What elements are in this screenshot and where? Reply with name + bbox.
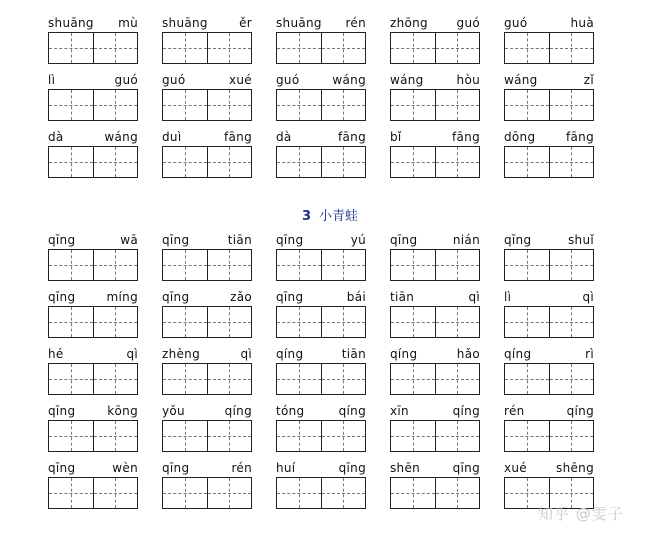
pinyin-syllable: qīng — [48, 290, 76, 304]
word-item — [276, 460, 366, 510]
writing-box[interactable] — [49, 90, 93, 120]
writing-box[interactable] — [277, 307, 321, 337]
writing-box[interactable] — [207, 364, 252, 394]
writing-box[interactable] — [435, 250, 480, 280]
word-item — [162, 232, 252, 282]
writing-box[interactable] — [549, 90, 594, 120]
pinyin-syllable: qīng — [338, 461, 366, 475]
writing-box[interactable] — [505, 421, 549, 451]
pinyin-label — [48, 72, 138, 88]
tianzige-boxes — [48, 477, 138, 509]
tianzige-boxes — [390, 420, 480, 452]
pinyin-syllable: guó — [504, 16, 528, 30]
pinyin-syllable: mù — [118, 16, 138, 30]
pinyin-label — [276, 346, 366, 362]
writing-box[interactable] — [549, 364, 594, 394]
writing-box[interactable] — [505, 307, 549, 337]
writing-box[interactable] — [277, 33, 321, 63]
pinyin-syllable: qíng — [452, 404, 480, 418]
pinyin-syllable: guó — [456, 16, 480, 30]
pinyin-syllable: tiān — [341, 347, 366, 361]
pinyin-syllable: huí — [276, 461, 296, 475]
writing-box[interactable] — [49, 250, 93, 280]
pinyin-syllable: qīng — [452, 461, 480, 475]
tianzige-boxes — [48, 306, 138, 338]
pinyin-syllable: qíng — [504, 347, 532, 361]
pinyin-syllable: qīng — [276, 290, 304, 304]
tianzige-boxes — [276, 477, 366, 509]
writing-box[interactable] — [435, 478, 480, 508]
pinyin-syllable: guó — [162, 73, 186, 87]
word-item — [162, 15, 252, 65]
tianzige-boxes — [504, 249, 594, 281]
tianzige-boxes — [504, 363, 594, 395]
tianzige-boxes — [48, 249, 138, 281]
pinyin-syllable: zhèng — [162, 347, 201, 361]
writing-box[interactable] — [207, 33, 252, 63]
pinyin-syllable: shuāng — [48, 16, 94, 30]
writing-box[interactable] — [435, 307, 480, 337]
pinyin-label — [390, 403, 480, 419]
tianzige-boxes — [162, 32, 252, 64]
pinyin-label — [162, 403, 252, 419]
pinyin-syllable: fāng — [337, 130, 366, 144]
pinyin-syllable: wā — [120, 233, 138, 247]
pinyin-syllable: kōng — [107, 404, 138, 418]
writing-box[interactable] — [549, 147, 594, 177]
exercise-row — [0, 72, 660, 122]
tianzige-boxes — [504, 146, 594, 178]
tianzige-boxes — [504, 306, 594, 338]
word-item — [48, 403, 138, 453]
writing-box[interactable] — [321, 90, 366, 120]
writing-box[interactable] — [321, 364, 366, 394]
writing-box[interactable] — [321, 147, 366, 177]
writing-box[interactable] — [277, 364, 321, 394]
pinyin-syllable: xīn — [390, 404, 409, 418]
writing-box[interactable] — [93, 90, 138, 120]
word-item — [162, 129, 252, 179]
tianzige-boxes — [390, 249, 480, 281]
word-item — [504, 232, 594, 282]
writing-box[interactable] — [277, 250, 321, 280]
pinyin-syllable: bái — [346, 290, 366, 304]
writing-box[interactable] — [163, 364, 207, 394]
pinyin-label — [504, 72, 594, 88]
word-item — [504, 403, 594, 453]
pinyin-label — [276, 289, 366, 305]
pinyin-syllable: qì — [582, 290, 594, 304]
pinyin-syllable: qīng — [390, 233, 418, 247]
lesson-title: 小青蛙 — [319, 209, 359, 224]
pinyin-syllable: qīng — [48, 461, 76, 475]
pinyin-syllable: tiān — [227, 233, 252, 247]
pinyin-syllable: wáng — [332, 73, 366, 87]
pinyin-label — [276, 460, 366, 476]
writing-box[interactable] — [93, 250, 138, 280]
writing-box[interactable] — [321, 250, 366, 280]
exercise-row — [0, 15, 660, 65]
word-item — [162, 460, 252, 510]
pinyin-syllable: fāng — [451, 130, 480, 144]
writing-box[interactable] — [93, 307, 138, 337]
pinyin-syllable: dōng — [504, 130, 536, 144]
pinyin-label — [48, 15, 138, 31]
pinyin-label — [48, 403, 138, 419]
pinyin-syllable: guó — [276, 73, 300, 87]
writing-box[interactable] — [277, 147, 321, 177]
word-item — [276, 129, 366, 179]
pinyin-label — [390, 72, 480, 88]
tianzige-boxes — [504, 32, 594, 64]
word-item — [48, 346, 138, 396]
tianzige-boxes — [390, 146, 480, 178]
word-item — [48, 129, 138, 179]
tianzige-boxes — [162, 420, 252, 452]
writing-box[interactable] — [277, 478, 321, 508]
word-item — [390, 289, 480, 339]
pinyin-syllable: yú — [350, 233, 366, 247]
word-item — [48, 289, 138, 339]
pinyin-syllable: dà — [276, 130, 292, 144]
word-item — [48, 232, 138, 282]
pinyin-syllable: qì — [126, 347, 138, 361]
writing-box[interactable] — [49, 307, 93, 337]
pinyin-label — [162, 232, 252, 248]
writing-box[interactable] — [207, 478, 252, 508]
pinyin-syllable: shuāng — [276, 16, 322, 30]
pinyin-syllable: qīng — [162, 290, 190, 304]
word-item — [504, 72, 594, 122]
word-item — [276, 289, 366, 339]
pinyin-label — [48, 346, 138, 362]
tianzige-boxes — [390, 477, 480, 509]
word-item — [162, 346, 252, 396]
pinyin-label — [48, 460, 138, 476]
pinyin-syllable: huà — [570, 16, 594, 30]
tianzige-boxes — [162, 363, 252, 395]
tianzige-boxes — [162, 306, 252, 338]
pinyin-syllable: tóng — [276, 404, 305, 418]
pinyin-syllable: shēng — [556, 461, 594, 475]
watermark: 知乎 @雯子 — [538, 505, 624, 523]
pinyin-syllable: qíng — [276, 347, 304, 361]
pinyin-syllable: qíng — [566, 404, 594, 418]
writing-box[interactable] — [505, 147, 549, 177]
writing-box[interactable] — [49, 478, 93, 508]
pinyin-syllable: bǐ — [390, 130, 402, 144]
word-item — [390, 15, 480, 65]
pinyin-syllable: qīng — [48, 233, 76, 247]
pinyin-syllable: qīng — [276, 233, 304, 247]
pinyin-syllable: fāng — [223, 130, 252, 144]
writing-box[interactable] — [93, 33, 138, 63]
writing-box[interactable] — [505, 90, 549, 120]
pinyin-syllable: lì — [48, 73, 56, 87]
pinyin-label — [276, 232, 366, 248]
writing-box[interactable] — [163, 307, 207, 337]
pinyin-syllable: tiān — [390, 290, 415, 304]
writing-box[interactable] — [549, 33, 594, 63]
exercise-row — [0, 289, 660, 339]
writing-box[interactable] — [549, 250, 594, 280]
pinyin-syllable: xué — [504, 461, 527, 475]
writing-box[interactable] — [505, 33, 549, 63]
tianzige-boxes — [48, 89, 138, 121]
writing-box[interactable] — [277, 421, 321, 451]
word-item — [276, 72, 366, 122]
writing-box[interactable] — [391, 90, 435, 120]
writing-box[interactable] — [93, 421, 138, 451]
pinyin-label — [390, 129, 480, 145]
pinyin-syllable: shēn — [390, 461, 421, 475]
writing-box[interactable] — [207, 250, 252, 280]
pinyin-label — [276, 72, 366, 88]
pinyin-syllable: wèn — [112, 461, 138, 475]
word-item — [276, 15, 366, 65]
writing-box[interactable] — [391, 478, 435, 508]
pinyin-label — [504, 460, 594, 476]
tianzige-boxes — [48, 363, 138, 395]
writing-box[interactable] — [435, 421, 480, 451]
writing-box[interactable] — [435, 33, 480, 63]
word-item — [276, 403, 366, 453]
pinyin-syllable: ěr — [239, 16, 252, 30]
pinyin-label — [162, 289, 252, 305]
writing-box[interactable] — [163, 478, 207, 508]
pinyin-syllable: qíng — [390, 347, 418, 361]
writing-box[interactable] — [505, 250, 549, 280]
writing-box[interactable] — [49, 147, 93, 177]
writing-box[interactable] — [49, 33, 93, 63]
writing-box[interactable] — [391, 147, 435, 177]
pinyin-syllable: qīng — [162, 233, 190, 247]
writing-box[interactable] — [435, 90, 480, 120]
pinyin-syllable: shuāng — [162, 16, 208, 30]
pinyin-syllable: wáng — [390, 73, 424, 87]
word-item — [390, 460, 480, 510]
tianzige-boxes — [276, 363, 366, 395]
word-item — [390, 346, 480, 396]
writing-box[interactable] — [549, 307, 594, 337]
tianzige-boxes — [162, 249, 252, 281]
pinyin-label — [390, 232, 480, 248]
writing-box[interactable] — [549, 421, 594, 451]
pinyin-syllable: qīng — [48, 404, 76, 418]
pinyin-label — [390, 15, 480, 31]
pinyin-label — [162, 15, 252, 31]
word-item — [276, 346, 366, 396]
pinyin-label — [504, 129, 594, 145]
writing-box[interactable] — [321, 421, 366, 451]
tianzige-boxes — [276, 306, 366, 338]
writing-box[interactable] — [391, 33, 435, 63]
pinyin-syllable: hé — [48, 347, 64, 361]
pinyin-label — [48, 232, 138, 248]
word-item — [162, 72, 252, 122]
pinyin-label — [390, 289, 480, 305]
tianzige-boxes — [276, 146, 366, 178]
pinyin-syllable: wáng — [504, 73, 538, 87]
pinyin-syllable: qīng — [162, 461, 190, 475]
pinyin-label — [390, 346, 480, 362]
tianzige-boxes — [276, 89, 366, 121]
tianzige-boxes — [504, 89, 594, 121]
tianzige-boxes — [390, 306, 480, 338]
pinyin-label — [504, 232, 594, 248]
writing-box[interactable] — [391, 307, 435, 337]
pinyin-syllable: rén — [231, 461, 252, 475]
writing-box[interactable] — [277, 90, 321, 120]
pinyin-syllable: zǐ — [583, 73, 594, 87]
word-item — [48, 15, 138, 65]
writing-box[interactable] — [93, 364, 138, 394]
writing-box[interactable] — [435, 147, 480, 177]
pinyin-label — [162, 460, 252, 476]
word-item — [276, 232, 366, 282]
word-item — [504, 346, 594, 396]
word-item — [390, 129, 480, 179]
pinyin-label — [162, 129, 252, 145]
writing-box[interactable] — [93, 147, 138, 177]
tianzige-boxes — [48, 146, 138, 178]
tianzige-boxes — [390, 363, 480, 395]
pinyin-label — [504, 15, 594, 31]
tianzige-boxes — [48, 420, 138, 452]
writing-box[interactable] — [93, 478, 138, 508]
pinyin-syllable: xué — [229, 73, 252, 87]
writing-box[interactable] — [321, 478, 366, 508]
writing-box[interactable] — [163, 421, 207, 451]
pinyin-syllable: hǎo — [456, 347, 480, 361]
writing-box[interactable] — [391, 364, 435, 394]
word-item — [48, 72, 138, 122]
tianzige-boxes — [390, 89, 480, 121]
exercise-row — [0, 403, 660, 453]
tianzige-boxes — [162, 146, 252, 178]
word-item — [390, 232, 480, 282]
tianzige-boxes — [162, 477, 252, 509]
writing-box[interactable] — [207, 147, 252, 177]
pinyin-syllable: zhōng — [390, 16, 428, 30]
writing-box[interactable] — [391, 421, 435, 451]
word-item — [504, 289, 594, 339]
pinyin-syllable: qíng — [224, 404, 252, 418]
writing-box[interactable] — [207, 307, 252, 337]
pinyin-syllable: qíng — [338, 404, 366, 418]
pinyin-label — [390, 460, 480, 476]
writing-box[interactable] — [163, 147, 207, 177]
pinyin-syllable: rì — [585, 347, 594, 361]
pinyin-syllable: yǒu — [162, 404, 185, 418]
writing-box[interactable] — [505, 364, 549, 394]
pinyin-label — [504, 289, 594, 305]
tianzige-boxes — [162, 89, 252, 121]
writing-box[interactable] — [321, 33, 366, 63]
pinyin-syllable: wáng — [104, 130, 138, 144]
pinyin-label — [276, 15, 366, 31]
pinyin-syllable: míng — [106, 290, 138, 304]
pinyin-label — [162, 72, 252, 88]
pinyin-label — [276, 129, 366, 145]
pinyin-syllable: zǎo — [230, 290, 252, 304]
writing-box[interactable] — [49, 421, 93, 451]
word-item — [48, 460, 138, 510]
writing-box[interactable] — [391, 250, 435, 280]
tianzige-boxes — [276, 32, 366, 64]
pinyin-syllable: shuǐ — [568, 233, 594, 247]
lesson-number: 3 — [301, 209, 312, 224]
pinyin-syllable: rén — [504, 404, 525, 418]
exercise-row — [0, 129, 660, 179]
pinyin-syllable: qì — [240, 347, 252, 361]
writing-box[interactable] — [321, 307, 366, 337]
writing-box[interactable] — [435, 364, 480, 394]
exercise-row — [0, 346, 660, 396]
writing-box[interactable] — [163, 250, 207, 280]
word-item — [504, 129, 594, 179]
pinyin-syllable: hòu — [456, 73, 480, 87]
pinyin-syllable: qīng — [504, 233, 532, 247]
tianzige-boxes — [276, 249, 366, 281]
pinyin-label — [276, 403, 366, 419]
tianzige-boxes — [504, 420, 594, 452]
pinyin-syllable: qì — [468, 290, 480, 304]
word-item — [162, 289, 252, 339]
pinyin-label — [504, 403, 594, 419]
pinyin-syllable: guó — [114, 73, 138, 87]
exercise-row — [0, 232, 660, 282]
writing-box[interactable] — [163, 33, 207, 63]
pinyin-syllable: fāng — [565, 130, 594, 144]
word-item — [390, 72, 480, 122]
pinyin-label — [48, 289, 138, 305]
word-item — [390, 403, 480, 453]
pinyin-syllable: nián — [452, 233, 480, 247]
pinyin-label — [504, 346, 594, 362]
word-item — [504, 15, 594, 65]
pinyin-syllable: lì — [504, 290, 512, 304]
tianzige-boxes — [48, 32, 138, 64]
tianzige-boxes — [276, 420, 366, 452]
pinyin-syllable: dà — [48, 130, 64, 144]
pinyin-label — [162, 346, 252, 362]
lesson-heading — [0, 209, 660, 225]
writing-box[interactable] — [207, 421, 252, 451]
tianzige-boxes — [390, 32, 480, 64]
writing-box[interactable] — [163, 90, 207, 120]
pinyin-syllable: duì — [162, 130, 182, 144]
writing-box[interactable] — [207, 90, 252, 120]
writing-box[interactable] — [49, 364, 93, 394]
pinyin-label — [48, 129, 138, 145]
word-item — [162, 403, 252, 453]
pinyin-syllable: rén — [345, 16, 366, 30]
